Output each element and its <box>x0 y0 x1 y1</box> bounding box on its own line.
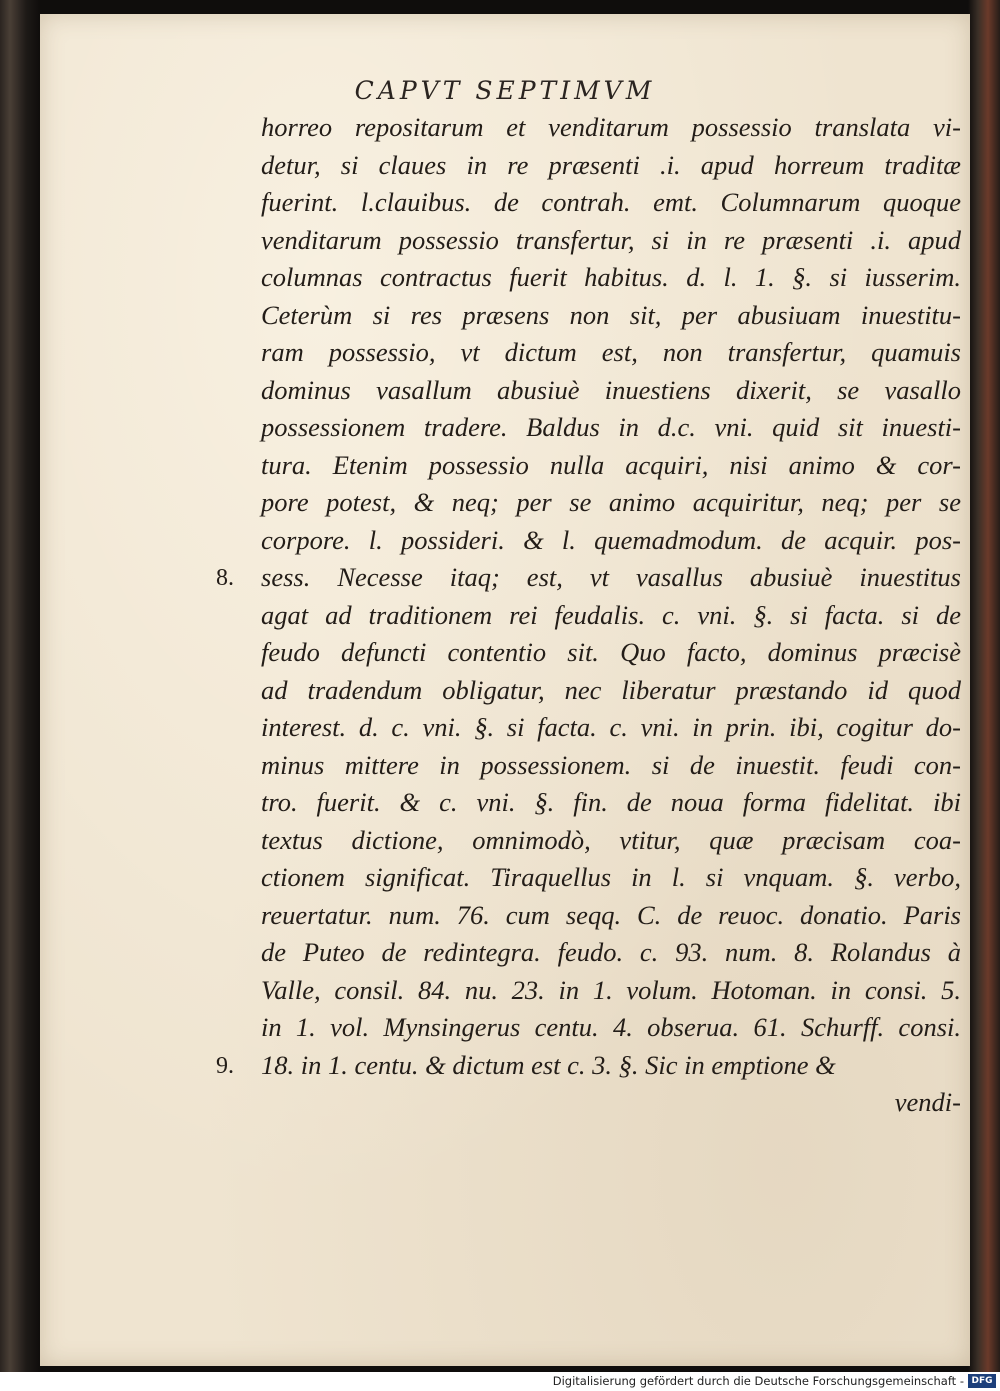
text-line <box>261 897 961 935</box>
text-line <box>261 297 961 335</box>
text-line <box>261 1084 961 1122</box>
text-line-content: tro. fuerit. & c. vni. §. fin. de noua forma fidelitat. ibi <box>261 787 961 817</box>
text-line <box>261 1047 961 1085</box>
book-page <box>40 14 970 1366</box>
text-line <box>261 709 961 747</box>
text-line-content: agat ad traditionem rei feudalis. c. vni. §. si facta. si de <box>261 599 961 630</box>
text-line <box>261 259 961 297</box>
text-line-content: ram possessio, vt dictum est, non transfertur, quamuis <box>261 337 961 367</box>
text-line-content: detur, si claues in re præsenti .i. apud horreum traditæ <box>261 149 961 180</box>
text-line-content: corpore. l. possideri. & l. quemadmodum. de acquir. pos- <box>261 524 961 555</box>
text-line <box>261 784 961 822</box>
text-line-content: ctionem significat. Tiraquellus in l. si vnquam. §. verbo, <box>261 862 961 892</box>
text-line <box>261 409 961 447</box>
footer-bar <box>0 1372 1000 1391</box>
text-line-content: dominus vasallum abusiuè inuestiens dixerit, se vasallo <box>261 374 961 405</box>
dfg-logo: DFG <box>968 1374 996 1388</box>
text-line-content: Ceterùm si res præsens non sit, per abusiuam inuestitu- <box>261 299 961 330</box>
text-line-content: in 1. vol. Mynsingerus centu. 4. obserua. 61. Schurff. consi. <box>261 1012 961 1042</box>
text-line <box>261 859 961 897</box>
text-line <box>261 672 961 710</box>
text-line-content: interest. d. c. vni. §. si facta. c. vni. in prin. ibi, cogitur do- <box>261 712 961 742</box>
text-line-content: de Puteo de redintegra. feudo. c. 93. num. 8. Rolandus à <box>261 937 961 967</box>
text-line <box>261 597 961 635</box>
text-line <box>261 147 961 185</box>
text-line-content: ad tradendum obligatur, nec liberatur præstando id quod <box>261 674 961 705</box>
text-line-content: horreo repositarum et venditarum possessio translata vi- <box>261 112 961 142</box>
text-line <box>261 1009 961 1047</box>
text-line-content: sess. Necesse itaq; est, vt vasallus abusiuè inuestitus <box>261 562 961 592</box>
text-line-content: textus dictione, omnimodò, vtitur, quæ præcisam coa- <box>261 824 961 855</box>
text-line-content: minus mittere in possessionem. si de inuestit. feudi con- <box>261 749 961 780</box>
text-line-content: feudo defuncti contentio sit. Quo facto, dominus præcisè <box>261 637 961 667</box>
text-line <box>261 634 961 672</box>
text-block <box>261 109 961 1122</box>
margin-number: 9. <box>216 1052 234 1079</box>
text-line-content: 18. in 1. centu. & dictum est c. 3. §. Sic in emptione & <box>261 1049 836 1080</box>
text-line-content: vendi- <box>894 1087 961 1117</box>
text-line-content: columnas contractus fuerit habitus. d. l. 1. §. si iusserim. <box>261 262 961 292</box>
text-line <box>261 522 961 560</box>
footer-credit: Digitalisierung gefördert durch die Deutsche Forschungsgemeinschaft - <box>552 1374 964 1388</box>
text-line-content: possessionem tradere. Baldus in d.c. vni. quid sit inuesti- <box>261 412 961 442</box>
text-line <box>261 484 961 522</box>
text-line-content: reuertatur. num. 76. cum seqq. C. de reuoc. donatio. Paris <box>261 899 961 930</box>
text-line-content: tura. Etenim possessio nulla acquiri, nisi animo & cor- <box>261 449 961 480</box>
text-line <box>261 109 961 147</box>
text-line <box>261 822 961 860</box>
text-line <box>261 372 961 410</box>
text-line <box>261 972 961 1010</box>
text-line <box>261 747 961 785</box>
text-line <box>261 334 961 372</box>
text-line <box>261 447 961 485</box>
text-line-content: venditarum possessio transfertur, si in re præsenti .i. apud <box>261 224 961 255</box>
text-line <box>261 222 961 260</box>
text-line <box>261 559 961 597</box>
text-line-content: Valle, consil. 84. nu. 23. in 1. volum. Hotoman. in consi. 5. <box>261 974 961 1005</box>
text-line <box>261 934 961 972</box>
margin-number: 8. <box>216 565 234 591</box>
text-line <box>261 184 961 222</box>
text-line-content: fuerint. l.clauibus. de contrah. emt. Columnarum quoque <box>261 187 961 217</box>
text-line-content: pore potest, & neq; per se animo acquiritur, neq; per se <box>261 487 961 517</box>
running-head: CAPVT SEPTIMVM <box>354 76 656 105</box>
